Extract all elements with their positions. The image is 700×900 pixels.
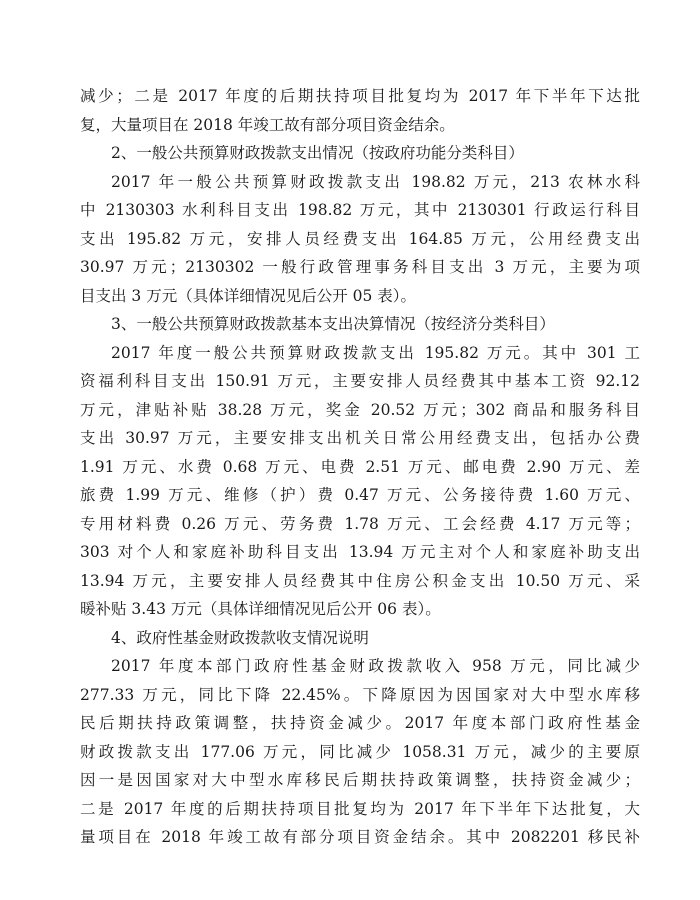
text-line: 量项目在 2018 年竣工故有部分项目资金结余。其中 2082201 移民补 [80,828,640,846]
text-line: 旅费 1.99 万元、维修（护）费 0.47 万元、公务接待费 1.60 万元、 [80,486,640,504]
paragraph [80,82,640,139]
paragraph [80,139,640,168]
text-line: 2、一般公共预算财政拨款支出情况（按政府功能分类科目） [111,144,524,162]
paragraph [80,339,640,624]
paragraph [80,310,640,339]
text-line: 二是 2017 年度的后期扶持项目批复均为 2017 年下半年下达批复，大 [80,799,640,818]
text-line: 目支出 3 万元（具体详细情况见后公开 05 表）。 [80,286,417,305]
text-line: 中 2130303 水利科目支出 198.82 万元，其中 2130301 行政运行科目 [80,201,640,219]
text-line: 支出 30.97 万元，主要安排支出机关日常公用经费支出，包括办公费 [80,429,640,447]
text-line: 3、一般公共预算财政拨款基本支出决算情况（按经济分类科目） [111,315,555,333]
text-line: 暖补贴 3.43 万元（具体详细情况见后公开 06 表）。 [80,600,441,618]
text-line: 277.33 万元，同比下降 22.45%。下降原因为因国家对大中型水库移 [80,685,640,704]
paragraph [80,652,640,852]
text-line: 1.91 万元、水费 0.68 万元、电费 2.51 万元、邮电费 2.90 万元、差 [80,457,640,476]
text-line: 万元，津贴补贴 38.28 万元，奖金 20.52 万元；302 商品和服务科目 [80,400,640,419]
text-line: 2017 年一般公共预算财政拨款支出 198.82 万元，213 农林水科 [111,172,640,191]
text-line: 财政拨款支出 177.06 万元，同比减少 1058.31 万元，减少的主要原 [80,742,640,761]
text-line: 2017 年度一般公共预算财政拨款支出 195.82 万元。其中 301 工 [111,343,640,362]
text-line: 复，大量项目在 2018 年竣工故有部分项目资金结余。 [80,115,455,134]
paragraph [80,168,640,311]
text-line: 303 对个人和家庭补助科目支出 13.94 万元主对个人和家庭补助支出 [80,543,640,561]
text-line: 2017 年度本部门政府性基金财政拨款收入 958 万元，同比减少 [111,657,640,675]
paragraph [80,624,640,653]
text-line: 4、政府性基金财政拨款收支情况说明 [111,628,369,647]
text-line: 专用材料费 0.26 万元、劳务费 1.78 万元、工会经费 4.17 万元等； [80,514,640,533]
document-body [80,82,640,852]
text-line: 支出 195.82 万元，安排人员经费支出 164.85 万元，公用经费支出 [80,229,640,248]
text-line: 减少；二是 2017 年度的后期扶持项目批复均为 2017 年下半年下达批 [80,87,640,105]
text-line: 30.97 万元；2130302 一般行政管理事务科目支出 3 万元，主要为项 [80,258,640,276]
text-line: 民后期扶持政策调整，扶持资金减少。2017 年度本部门政府性基金 [80,714,640,732]
text-line: 资福利科目支出 150.91 万元，主要安排人员经费其中基本工资 92.12 [80,372,640,390]
text-line: 因一是因国家对大中型水库移民后期扶持政策调整，扶持资金减少； [80,771,640,789]
text-line: 13.94 万元，主要安排人员经费其中住房公积金支出 10.50 万元、采 [80,571,640,590]
